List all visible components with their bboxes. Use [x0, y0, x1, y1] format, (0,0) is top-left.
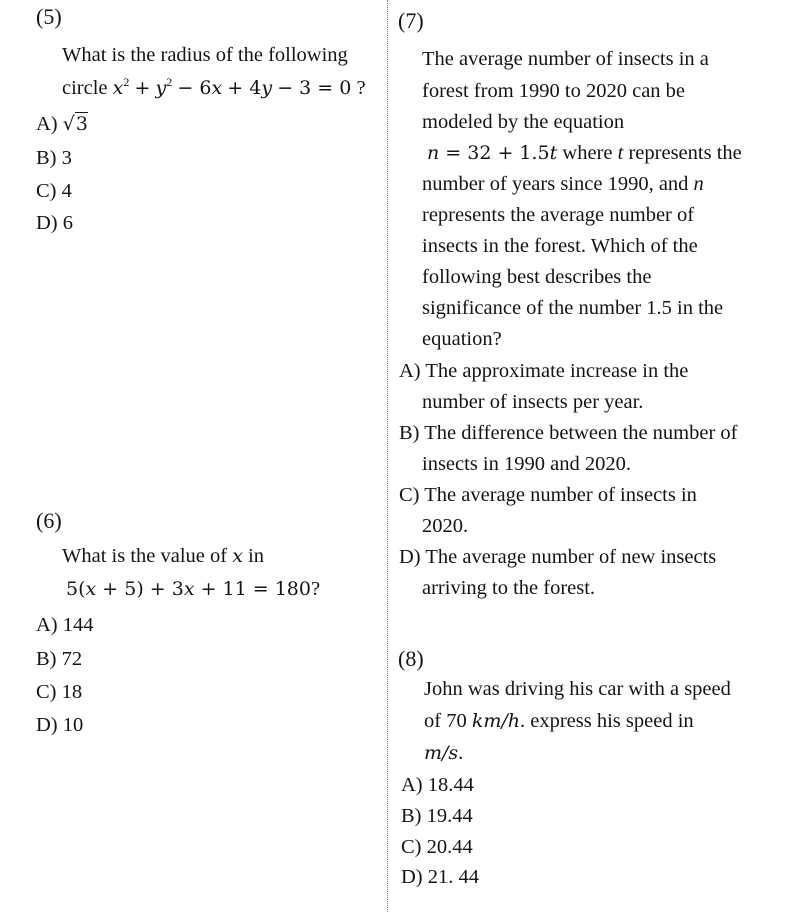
choice-c-cont: 2020.	[422, 515, 469, 537]
question-number: (7)	[398, 8, 424, 33]
question-number: (5)	[36, 4, 62, 29]
question-stem-line: forest from 1990 to 2020 can be	[422, 80, 686, 102]
choice-d[interactable]: D) The average number of new insects	[399, 546, 717, 568]
question-number: (8)	[398, 646, 424, 671]
question-stem-line: significance of the number 1.5 in the	[422, 297, 724, 319]
question-stem-equation: n = 32 + 1.5t where t represents the	[427, 142, 742, 164]
question-stem-equation: 5(x + 5) + 3x + 11 = 180?	[66, 578, 321, 600]
question-stem-line: insects in the forest. Which of the	[422, 235, 698, 257]
question-stem-line: equation?	[422, 328, 502, 350]
choice-a[interactable]: A) √3	[36, 113, 88, 135]
choice-d[interactable]: D) 21. 44	[401, 866, 480, 888]
question-stem-line: following best describes the	[422, 266, 652, 288]
choice-c[interactable]: C) 20.44	[401, 836, 473, 858]
choice-a[interactable]: A) 18.44	[401, 774, 474, 796]
choice-d-cont: arriving to the forest.	[422, 577, 596, 599]
choice-d[interactable]: D) 6	[36, 212, 74, 234]
question-stem-line: The average number of insects in a	[422, 48, 709, 70]
question-stem-line: John was driving his car with a speed	[424, 678, 731, 700]
choice-b[interactable]: B) 3	[36, 147, 72, 169]
choice-a[interactable]: A) The approximate increase in the	[399, 360, 689, 382]
question-stem-line: modeled by the equation	[422, 111, 625, 133]
question-stem-line: represents the average number of	[422, 204, 695, 226]
choice-c[interactable]: C) The average number of insects in	[399, 484, 697, 506]
choice-b[interactable]: B) The difference between the number of	[399, 422, 738, 444]
column-divider	[387, 0, 388, 912]
choice-a-cont: number of insects per year.	[422, 391, 644, 413]
choice-d[interactable]: D) 10	[36, 714, 84, 736]
choice-b[interactable]: B) 19.44	[401, 805, 473, 827]
choice-c[interactable]: C) 4	[36, 180, 72, 202]
question-number: (6)	[36, 508, 62, 533]
choice-b-cont: insects in 1990 and 2020.	[422, 453, 631, 475]
question-stem-line: number of years since 1990, and n	[422, 173, 704, 195]
question-stem-line: of 70 km/h. express his speed in	[424, 710, 694, 732]
question-stem: What is the radius of the following	[62, 44, 348, 66]
choice-a[interactable]: A) 144	[36, 614, 94, 636]
question-stem-line: m/s.	[424, 742, 464, 764]
choice-c[interactable]: C) 18	[36, 681, 83, 703]
choice-b[interactable]: B) 72	[36, 648, 83, 670]
question-stem-equation: circle $x^2 + y^2 - 6x + 4y - 3 = 0$ ?	[62, 75, 366, 99]
question-stem: What is the value of x in	[62, 545, 265, 567]
